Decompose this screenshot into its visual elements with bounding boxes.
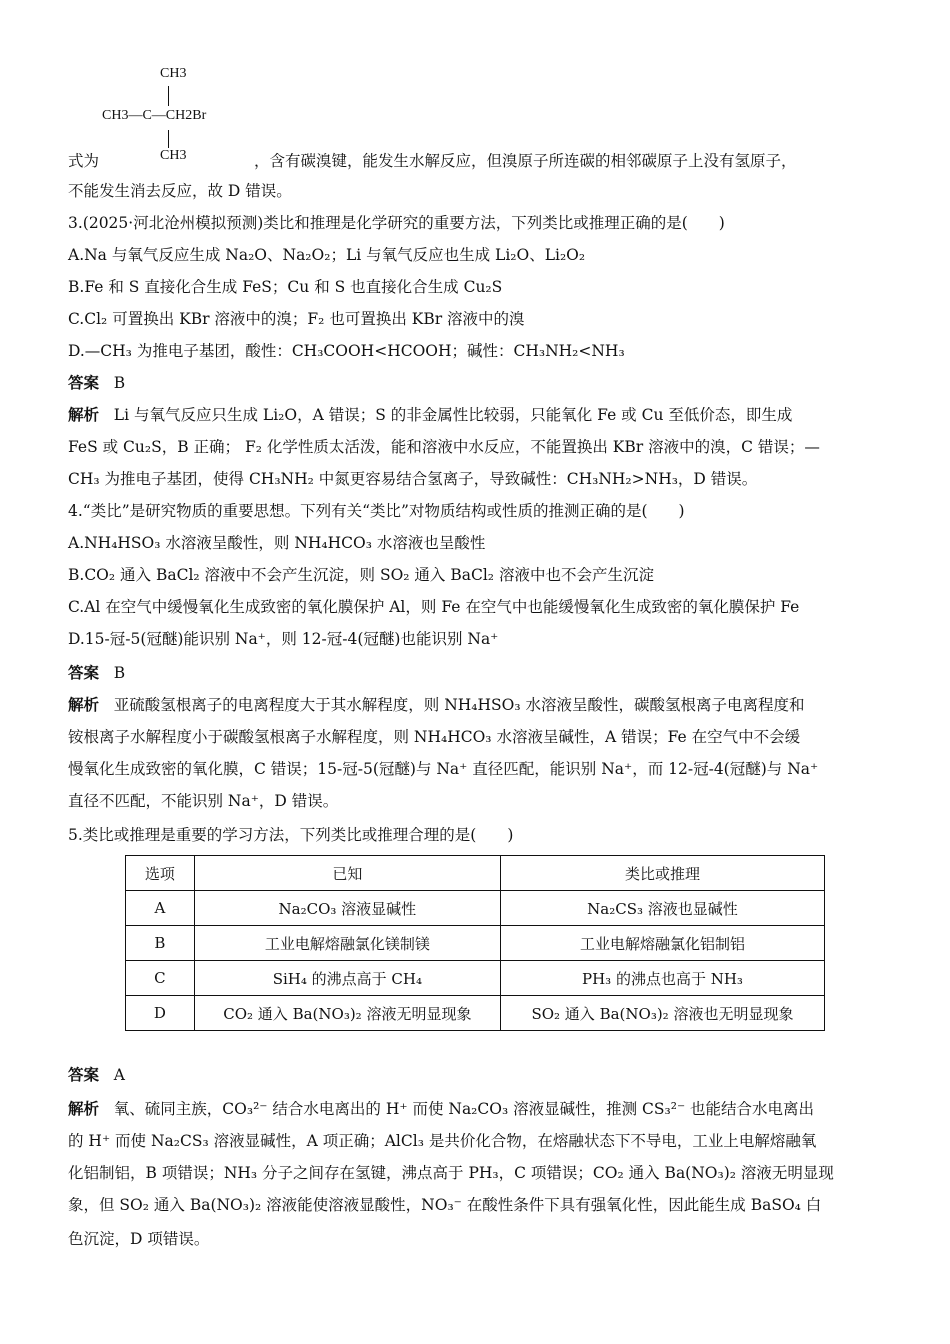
q5-table [125,855,825,1031]
q4-answer [68,662,125,684]
formula-top-group: CH3 [160,66,187,81]
q3-option-b: B.Fe 和 S 直接化合生成 FeS；Cu 和 S 也直接化合生成 Cu₂S [68,278,503,296]
table-header-known: 已知 [194,856,500,891]
prev-line2: 不能发生消去反应，故 D 错误。 [68,182,292,200]
table-row [126,926,825,961]
formula-bond-top [168,86,169,106]
q4-answer-label: 答案 [68,663,100,682]
q3-analysis-line1 [68,404,792,426]
q5-analysis-line4: 象，但 SO₂ 通入 Ba(NO₃)₂ 溶液能使溶液显酸性，NO₃⁻ 在酸性条件下具有强氧化性，因此能生成 BaSO₄ 白 [68,1196,822,1214]
q5-stem: 5.类比或推理是重要的学习方法，下列类比或推理合理的是( ) [68,826,514,844]
table-cell: SiH₄ 的沸点高于 CH₄ [194,961,500,996]
q3-analysis-text1: Li 与氧气反应只生成 Li₂O，A 错误；S 的非金属性比较弱，只能氧化 Fe 或 Cu 至低价态，即生成 [113,406,793,424]
q4-analysis-line1 [68,694,805,716]
q3-option-d: D.—CH₃ 为推电子基团，酸性：CH₃COOH<HCOOH；碱性：CH₃NH₂<NH₃ [68,342,625,360]
q4-answer-value: B [113,664,126,682]
formula-main-chain: CH3—C—CH2Br [102,108,207,123]
structural-formula [102,60,262,172]
prev-line1-suffix: ，含有碳溴键，能发生水解反应，但溴原子所连碳的相邻碳原子上没有氢原子， [254,152,797,170]
table-cell: B [126,926,195,961]
q3-analysis-line2: FeS 或 Cu₂S，B 正确； F₂ 化学性质太活泼，能和溶液中水反应，不能置换出 KBr 溶液中的溴，C 错误；— [68,438,820,456]
q3-option-a: A.Na 与氧气反应生成 Na₂O、Na₂O₂；Li 与氧气反应也生成 Li₂O、Li₂O₂ [68,246,586,264]
table-row [126,996,825,1031]
q5-analysis-line3: 化铝制铝，B 项错误；NH₃ 分子之间存在氢键，沸点高于 PH₃，C 项错误；CO₂ 通入 Ba(NO₃)₂ 溶液无明显现 [68,1164,834,1182]
q4-analysis-label: 解析 [68,695,100,714]
q4-stem: 4.“类比”是研究物质的重要思想。下列有关“类比”对物质结构或性质的推测正确的是( ) [68,502,685,520]
q3-option-c: C.Cl₂ 可置换出 KBr 溶液中的溴；F₂ 也可置换出 KBr 溶液中的溴 [68,310,525,328]
q4-option-a: A.NH₄HSO₃ 水溶液呈酸性，则 NH₄HCO₃ 水溶液也呈酸性 [68,534,486,552]
q5-answer-value: A [113,1066,125,1084]
q4-option-b: B.CO₂ 通入 BaCl₂ 溶液中不会产生沉淀，则 SO₂ 通入 BaCl₂ 溶液中也不会产生沉淀 [68,566,654,584]
table-cell: CO₂ 通入 Ba(NO₃)₂ 溶液无明显现象 [194,996,500,1031]
formula-bond-bottom [168,130,169,148]
q3-answer-label: 答案 [68,373,100,392]
q3-answer [68,372,125,394]
table-cell: PH₃ 的沸点也高于 NH₃ [500,961,824,996]
q4-analysis-line2: 铵根离子水解程度小于碳酸氢根离子水解程度，则 NH₄HCO₃ 水溶液呈碱性，A 错误；Fe 在空气中不会缓 [68,728,801,746]
table-cell: C [126,961,195,996]
q3-analysis-label: 解析 [68,405,100,424]
table-cell: Na₂CO₃ 溶液显碱性 [194,891,500,926]
table-header-inference: 类比或推理 [500,856,824,891]
q4-analysis-text1: 亚硫酸氢根离子的电离程度大于其水解程度，则 NH₄HSO₃ 水溶液呈酸性，碳酸氢根离子电离程度和 [113,696,805,714]
table-row [126,891,825,926]
q5-analysis-text1: 氧、硫同主族，CO₃²⁻ 结合水电离出的 H⁺ 而使 Na₂CO₃ 溶液显碱性，推测 CS₃²⁻ 也能结合水电离出 [113,1100,815,1118]
q3-answer-value: B [113,374,126,392]
table-cell: 工业电解熔融氯化铝制铝 [500,926,824,961]
table-header-row [126,856,825,891]
table-cell: Na₂CS₃ 溶液也显碱性 [500,891,824,926]
table-cell: 工业电解熔融氯化镁制镁 [194,926,500,961]
q4-analysis-line4: 直径不匹配，不能识别 Na⁺，D 错误。 [68,792,339,810]
q5-analysis-line2: 的 H⁺ 而使 Na₂CS₃ 溶液显碱性，A 项正确；AlCl₃ 是共价化合物，在熔融状态下不导电，工业上电解熔融氧 [68,1132,817,1150]
q5-analysis-label: 解析 [68,1099,100,1118]
q5-answer [68,1064,125,1086]
table-cell: A [126,891,195,926]
table-cell: SO₂ 通入 Ba(NO₃)₂ 溶液也无明显现象 [500,996,824,1031]
prev-line1-prefix: 式为 [68,152,100,170]
table-cell: D [126,996,195,1031]
q3-analysis-line3: CH₃ 为推电子基团，使得 CH₃NH₂ 中氮更容易结合氢离子，导致碱性：CH₃NH₂>NH₃，D 错误。 [68,470,758,488]
formula-bottom-group: CH3 [160,148,187,163]
q5-answer-label: 答案 [68,1065,100,1084]
table-row [126,961,825,996]
q5-analysis-line5: 色沉淀，D 项错误。 [68,1230,210,1248]
q3-stem: 3.(2025·河北沧州模拟预测)类比和推理是化学研究的重要方法，下列类比或推理正确的是( ) [68,214,725,232]
q4-option-c: C.Al 在空气中缓慢氧化生成致密的氧化膜保护 Al，则 Fe 在空气中也能缓慢氧化生成致密的氧化膜保护 Fe [68,598,800,616]
table-header-option: 选项 [126,856,195,891]
q5-analysis-line1 [68,1098,814,1120]
q4-analysis-line3: 慢氧化生成致密的氧化膜，C 错误；15-冠-5(冠醚)与 Na⁺ 直径匹配，能识别 Na⁺，而 12-冠-4(冠醚)与 Na⁺ [68,760,819,778]
q4-option-d: D.15-冠-5(冠醚)能识别 Na⁺，则 12-冠-4(冠醚)也能识别 Na⁺ [68,630,499,648]
